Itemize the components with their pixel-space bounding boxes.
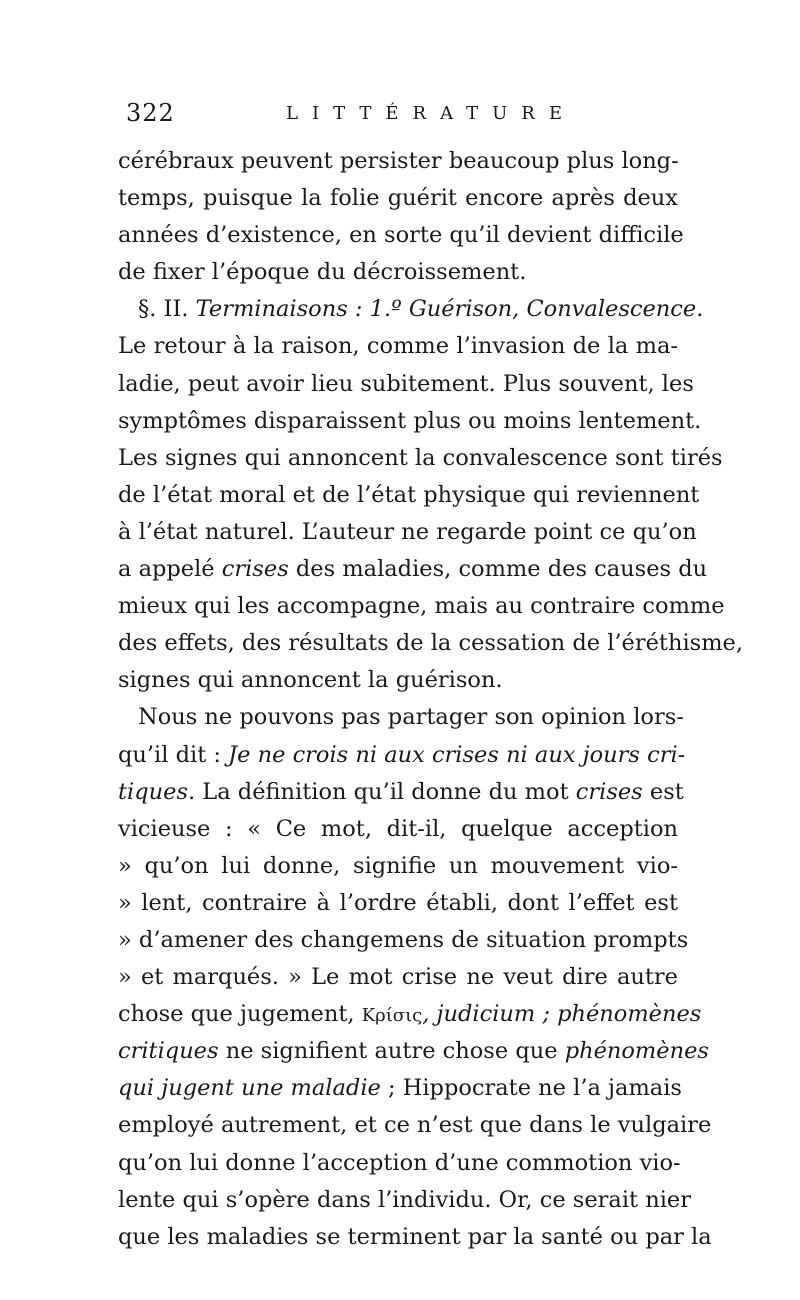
text-line: Le retour à la raison, comme l’invasion de la ma- [118,333,678,360]
text-line: qu’il dit : Je ne crois ni aux crises ni aux jours cri- [118,741,686,768]
text-line: années d’existence, en sorte qu’il devient difficile [118,222,684,249]
text-line: vicieuse : « Ce mot, dit-il, quelque acception [118,815,678,842]
text-line: » qu’on lui donne, signifie un mouvement vio- [118,852,678,879]
text-line: qu’on lui donne l’acception d’une commotion vio- [118,1149,681,1176]
text-line: tiques. La définition qu’il donne du mot crises est [118,778,684,805]
text-line: des effets, des résultats de la cessation de l’éréthisme, [118,630,744,657]
text-line: de l’état moral et de l’état physique qui reviennent [118,481,700,508]
running-title: LITTÉRATURE [286,103,576,124]
text-line: » d’amener des changemens de situation prompts [118,926,689,953]
body-text [118,143,744,1256]
text-line: Nous ne pouvons pas partager son opinion lors- [138,704,684,731]
text-line: que les maladies se terminent par la santé ou par la [118,1223,712,1250]
text-line: à l’état naturel. L’auteur ne regarde point ce qu’on [118,518,697,545]
text-line: qui jugent une maladie ; Hippocrate ne l’a jamais [118,1075,682,1102]
text-line: mieux qui les accompagne, mais au contraire comme [118,593,725,620]
text-line: » lent, contraire à l’ordre établi, dont l’effet est [118,889,678,916]
text-line: cérébraux peuvent persister beaucoup plus long- [118,148,679,174]
text-line: employé autrement, et ce n’est que dans le vulgaire [118,1112,712,1139]
text-line: a appelé crises des maladies, comme des causes du [118,556,708,583]
text-line: chose que jugement, Κρίσις, judicium ; phénomènes [118,1001,702,1028]
text-line: ladie, peut avoir lieu subitement. Plus souvent, les [118,370,694,397]
text-line: signes qui annoncent la guérison. [118,667,503,694]
section-heading: §. II. Terminaisons : 1.º Guérison, Convalescence. [138,296,704,323]
page-number: 322 [126,99,175,127]
page-header [126,99,671,139]
text-line: Les signes qui annoncent la convalescence sont tirés [118,444,723,471]
text-line: de fixer l’époque du décroissement. [118,259,527,286]
text-line: symptômes disparaissent plus ou moins lentement. [118,407,702,434]
text-line: temps, puisque la folie guérit encore après deux [118,185,678,212]
text-line: lente qui s’opère dans l’individu. Or, ce serait nier [118,1186,691,1213]
text-line: critiques ne signifient autre chose que phénomènes [118,1038,709,1065]
text-line: » et marqués. » Le mot crise ne veut dire autre [118,964,678,991]
